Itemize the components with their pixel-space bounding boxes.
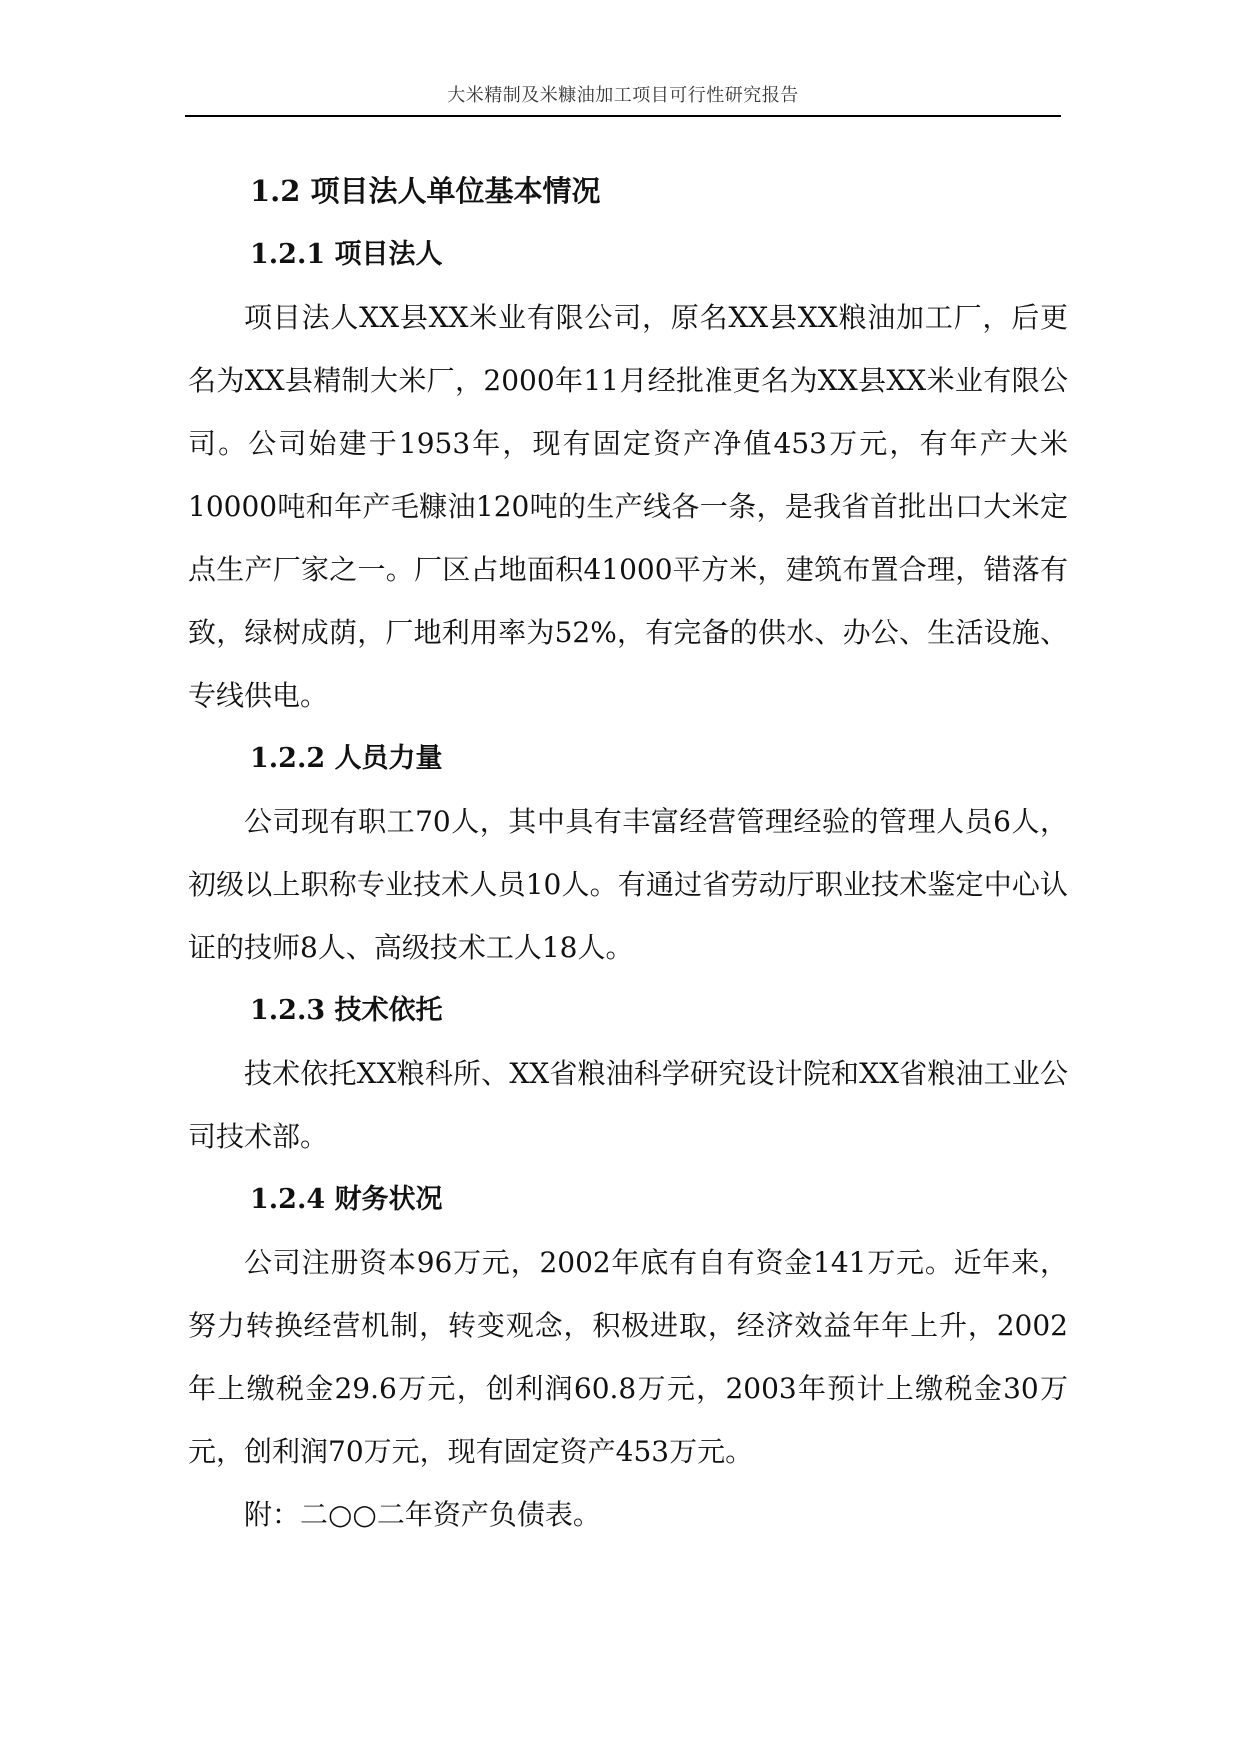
paragraph-staffing: 公司现有职工70人，其中具有丰富经营管理经验的管理人员6人，初级以上职称专业技术人员10人。有通过省劳动厅职业技术鉴定中心认证的技师8人、高级技术工人18人。 [188,805,1068,964]
paragraph-appendix-note: 附：二○○二年资产负债表。 [244,1498,601,1531]
paragraph-technical-support: 技术依托XX粮科所、XX省粮油科学研究设计院和XX省粮油工业公司技术部。 [188,1057,1068,1153]
section-heading-1-2-4: 1.2.4 财务状况 [250,1184,443,1215]
section-heading-1-2-1: 1.2.1 项目法人 [250,239,443,270]
running-header-title: 大米精制及米糠油加工项目可行性研究报告 [447,85,799,106]
section-heading-1-2-3: 1.2.3 技术依托 [250,995,443,1026]
paragraph-project-legal-entity: 项目法人XX县XX米业有限公司，原名XX县XX粮油加工厂，后更名为XX县精制大米厂，2000年11月经批准更名为XX县XX米业有限公司。公司始建于1953年，现有固定资产净值453万元，有年产大米10000吨和年产毛糠油120吨的生产线各一条，是我省首批出口大米定点生产厂家之一。厂区占地面积41000平方米，建筑布置合理，错落有致，绿树成荫，厂地利用率为52%，有完备的供水、办公、生活设施、专线供电。 [188,301,1068,712]
section-heading-1-2: 1.2 项目法人单位基本情况 [250,174,601,208]
section-heading-1-2-2: 1.2.2 人员力量 [250,743,443,774]
header-rule [185,115,1061,117]
paragraph-financial-status: 公司注册资本96万元，2002年底有自有资金141万元。近年来，努力转换经营机制，转变观念，积极进取，经济效益年年上升，2002年上缴税金29.6万元，创利润60.8万元，2003年预计上缴税金30万元，创利润70万元，现有固定资产453万元。 [188,1246,1068,1468]
document-body [188,160,1068,1546]
